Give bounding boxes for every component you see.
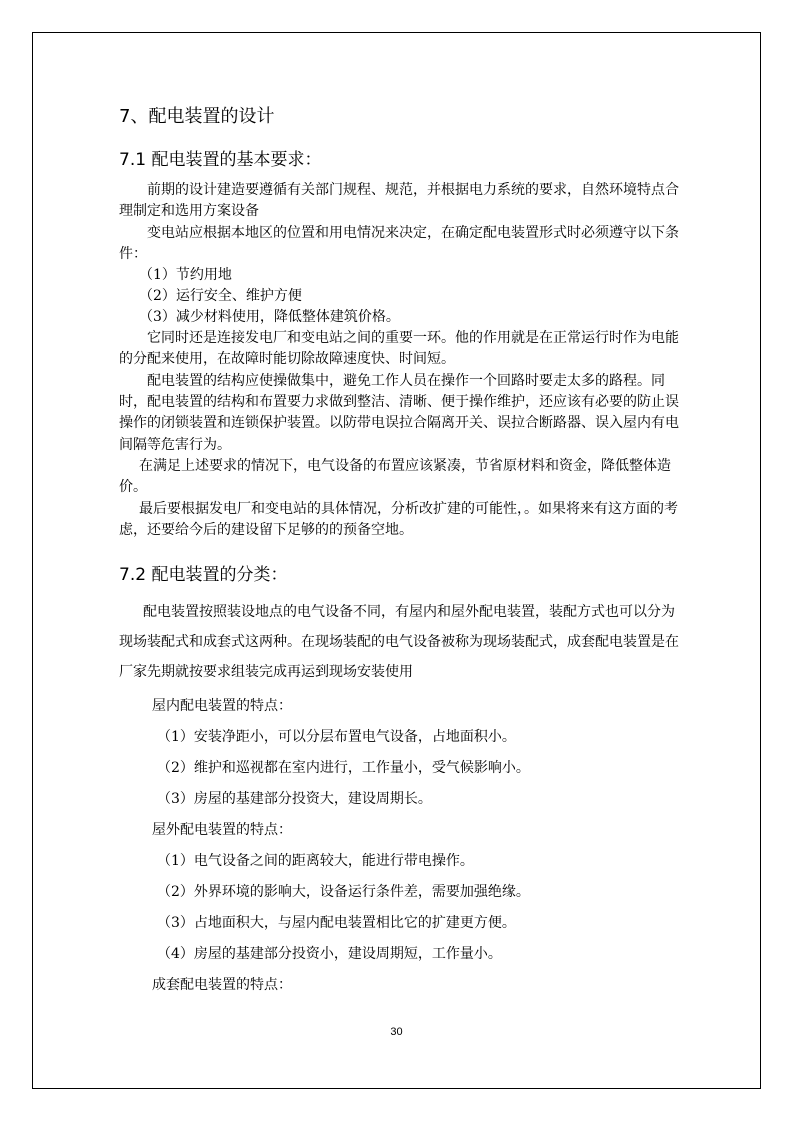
indoor-title: 屋内配电装置的特点： <box>152 698 292 714</box>
section-7-2-title: 7.2 配电装置的分类： <box>119 565 288 585</box>
paragraph: 配电装置的结构应使操做集中，避免工作人员在操作一个回路时要走太多的路程。同时，配电装置的结构和布置要力求做到整洁、清晰、便于操作维护，还应该有必要的防止误操作的闭锁装置和连锁保护装置。以防带电误拉合隔离开关、误拉合断路器、误入屋内有电间隔等危害行为。 <box>119 372 679 453</box>
paragraph: 变电站应根据本地区的位置和用电情况来决定，在确定配电装置形式时必须遵守以下条件： <box>119 224 679 262</box>
paragraph: 它同时还是连接发电厂和变电站之间的重要一环。他的作用就是在正常运行时作为电能的分配来使用，在故障时能切除故障速度快、时间短。 <box>119 330 679 368</box>
paragraph: 配电装置按照装设地点的电气设备不同，有屋内和屋外配电装置，装配方式也可以分为现场装配式和成套式这两种。在现场装配的电气设备被称为现场装配式，成套配电装置是在厂家先期就按要求组装完成再运到现场安装使用 <box>119 604 679 680</box>
list-item: （3）减少材料使用，降低整体建筑价格。 <box>139 309 400 326</box>
list-item: （2）维护和巡视都在室内进行，工作量小，受气候影响小。 <box>157 760 530 776</box>
paragraph: 前期的设计建造要遵循有关部门规程、规范，并根据电力系统的要求，自然环境特点合理制定和选用方案设备 <box>119 182 679 220</box>
list-item: （2）外界环境的影响大，设备运行条件差，需要加强绝缘。 <box>157 884 530 900</box>
section-7-2-body <box>119 597 679 687</box>
outdoor-title: 屋外配电装置的特点： <box>152 822 292 838</box>
complete-title: 成套配电装置的特点： <box>152 977 292 993</box>
list-item: （1）节约用地 <box>139 267 232 284</box>
list-item: （1）安装净距小，可以分层布置电气设备，占地面积小。 <box>157 729 516 745</box>
list-item: （4）房屋的基建部分投资小，建设周期短，工作量小。 <box>157 946 502 962</box>
page-number: 30 <box>390 1026 403 1038</box>
paragraph: 在满足上述要求的情况下，电气设备的布置应该紧凑，节省原材料和资金，降低整体造价。 <box>119 457 671 496</box>
chapter-heading: 7、配电装置的设计 <box>119 106 275 127</box>
list-item: （1）电气设备之间的距离较大，能进行带电操作。 <box>157 853 474 869</box>
list-item: （3）占地面积大，与屋内配电装置相比它的扩建更方便。 <box>157 915 516 931</box>
paragraph: 最后要根据发电厂和变电站的具体情况，分析改扩建的可能性，。如果将来有这方面的考虑，还要给今后的建设留下足够的的预备空地。 <box>119 500 678 538</box>
section-7-1-title: 7.1 配电装置的基本要求： <box>119 150 322 170</box>
section-7-1-body <box>119 180 679 541</box>
list-item: （3）房屋的基建部分投资大，建设周期长。 <box>157 791 432 807</box>
list-item: （2）运行安全、维护方便 <box>139 288 302 305</box>
